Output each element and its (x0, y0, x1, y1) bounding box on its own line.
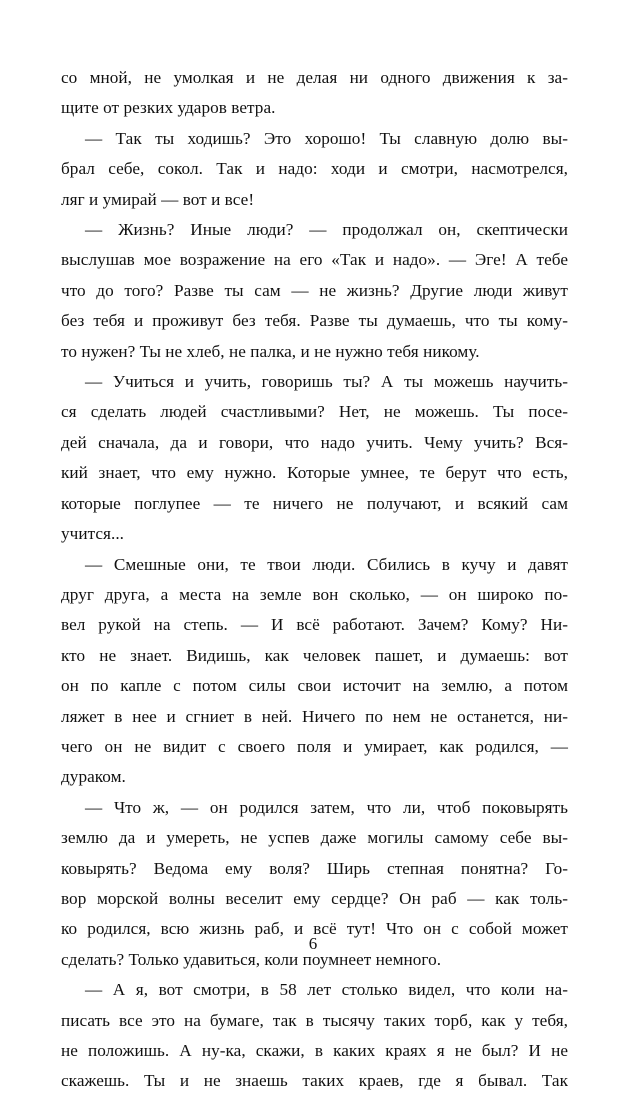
paragraph (61, 63, 568, 124)
text-line: чего он не видит с своего поля и умирает, как родился, — (61, 736, 568, 756)
text-line: со мной, не умолкая и не делая ни одного движения к за- (61, 68, 568, 87)
page-number: 6 (308, 934, 318, 953)
text-line: он по капле с потом силы свои источит на землю, а потом (61, 676, 568, 696)
text-line: — Так ты ходишь? Это хорошо! Ты славную долю вы- (85, 128, 568, 148)
text-line: кий знает, что ему нужно. Которые умнее, те берут что есть, (61, 463, 568, 483)
paragraph (61, 975, 568, 1097)
text-line: ся сделать людей счастливыми? Нет, не можешь. Ты посе- (61, 402, 568, 422)
text-line: которые поглупее — те ничего не получают, и всякий сам (61, 493, 568, 513)
text-line: дей сначала, да и говори, что надо учить. Чему учить? Вся- (61, 432, 568, 452)
text-line: ляг и умирай — вот и все! (61, 189, 255, 209)
text-line: не положишь. А ну-ка, скажи, в каких краях я не был? И не (61, 1041, 568, 1060)
text-line: землю да и умереть, не успев даже могилы самому себе вы- (61, 828, 568, 848)
text-line: дураком. (61, 767, 126, 787)
paragraph (61, 124, 568, 215)
text-line: без тебя и проживут без тебя. Разве ты думаешь, что ты кому- (61, 311, 568, 331)
text-line: что до того? Разве ты сам — не жизнь? Другие люди живут (61, 280, 568, 300)
text-line: брал себе, сокол. Так и надо: ходи и смотри, насмотрелся, (61, 159, 568, 179)
text-line: — Что ж, — он родился затем, что ли, чтоб поковырять (85, 797, 568, 817)
text-line: скажешь. Ты и не знаешь таких краев, где я бывал. Так (61, 1071, 568, 1091)
text-line: ковырять? Ведома ему воля? Ширь степная понятна? Го- (61, 858, 568, 878)
text-line: учится... (61, 524, 125, 544)
text-line: — Смешные они, те твои люди. Сбились в кучу и давят (85, 554, 568, 574)
text-line: сделать? Только удавиться, коли поумнеет немного. (61, 949, 442, 969)
text-line: выслушав мое возражение на его «Так и надо». — Эге! А тебе (61, 250, 568, 270)
text-line: вор морской волны веселит ему сердце? Он раб — как толь- (61, 888, 568, 908)
text-line: — А я, вот смотри, в 58 лет столько видел, что коли на- (85, 980, 568, 1000)
paragraph (61, 550, 568, 793)
text-line: то нужен? Ты не хлеб, не палка, и не нужно тебя никому. (61, 341, 480, 361)
text-line: друг друга, а места на земле вон сколько, — он широко по- (61, 584, 568, 604)
paragraph (61, 367, 568, 549)
text-line: писать все это на бумаге, так в тысячу таких торб, как у тебя, (61, 1010, 568, 1030)
text-line: — Жизнь? Иные люди? — продолжал он, скептически (85, 220, 568, 240)
text-line: щите от резких ударов ветра. (61, 98, 276, 118)
text-line: ляжет в нее и сгниет в ней. Ничего по нем не останется, ни- (61, 706, 568, 726)
paragraph (61, 215, 568, 367)
text-line: вел рукой на степь. — И всё работают. Зачем? Кому? Ни- (61, 615, 568, 635)
text-line: — Учиться и учить, говоришь ты? А ты можешь научить- (85, 372, 568, 392)
text-line: ко родился, всю жизнь раб, и всё тут! Что он с собой может (61, 919, 568, 939)
text-line: кто не знает. Видишь, как человек пашет, и думаешь: вот (61, 645, 568, 665)
